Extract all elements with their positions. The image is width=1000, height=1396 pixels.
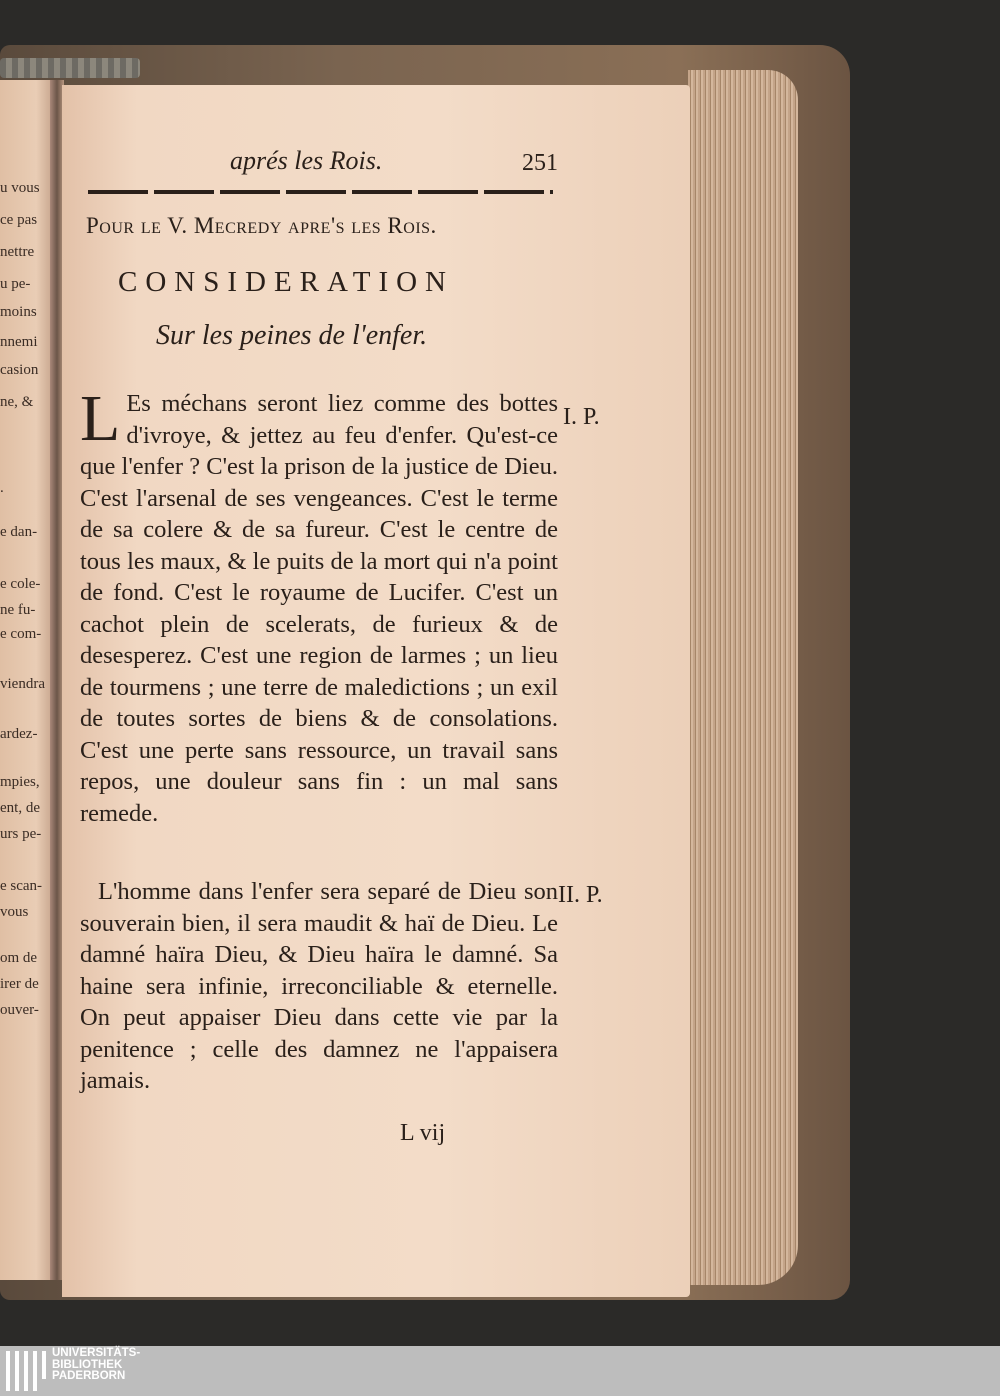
left-page-fragment: vous	[0, 904, 29, 920]
left-page-fragment: nettre	[0, 244, 35, 260]
left-page-fragment: om de	[0, 950, 38, 966]
left-page-fragment: u vous	[0, 180, 40, 196]
left-page-fragment: nnemi	[0, 334, 38, 350]
left-page-fragment: ardez-	[0, 726, 38, 742]
header-rule	[88, 190, 553, 194]
library-footer	[0, 1346, 1000, 1396]
margin-note-2: II. P.	[558, 882, 603, 908]
left-page-fragment: urs pe-	[0, 826, 42, 842]
library-logo-icon	[6, 1351, 46, 1391]
library-name-line-2: BIBLIOTHEK	[52, 1358, 123, 1371]
library-name-line-3: PADERBORN	[52, 1370, 126, 1382]
signature-mark: L vij	[400, 1120, 446, 1146]
left-page-fragment: viendra	[0, 676, 45, 692]
left-page-fragment: ne, &	[0, 394, 34, 410]
section-heading: Pour le V. Mecredy apre's les Rois.	[86, 213, 437, 238]
left-page-fragment: e scan-	[0, 878, 43, 894]
paragraph-1-text: Es méchans seront liez comme des bottes d'ivroye, & jettez au feu d'enfer. Qu'est-ce que l'enfer ? C'est la prison de la justice de Dieu. C'est l'arsenal de ses vengeances. C'est le terme de sa colere & de sa fureur. C'est le centre de tous les maux, & le puits de la mort qui n'a point de fond. C'est le royaume de Lucifer. C'est un cachot plein de scelerats, de furieux & de desesperez. C'est une region de larmes ; un lieu de tourmens ; une terre de maledictions ; un exil de toutes sortes de biens & de consolations. C'est une perte sans ressource, un travail sans repos, une douleur sans fin : un mal sans remede.	[80, 390, 558, 827]
paragraph-2: L'homme dans l'enfer sera separé de Dieu son souverain bien, il sera maudit & haï de Dieu. Le damné haïra Dieu, & Dieu haïra le damné. Sa haine sera infinie, irreconciliable & eternelle. On peut appaiser Dieu dans cette vie par la penitence ; celle des damnez ne l'appaisera jamais.	[80, 878, 558, 1094]
subheading: Sur les peines de l'enfer.	[156, 320, 428, 351]
left-page	[0, 80, 52, 1280]
left-page-fragment: irer de	[0, 976, 39, 992]
left-page-fragment: ent, de	[0, 800, 40, 816]
left-page-fragment: ne fu-	[0, 602, 36, 618]
margin-note-1: I. P.	[563, 404, 600, 430]
book-headband	[0, 58, 140, 78]
page-number: 251	[522, 150, 558, 176]
consideration-title: CONSIDERATION	[118, 266, 454, 298]
left-page-fragment: e cole-	[0, 576, 41, 592]
left-page-fragment: ouver-	[0, 1002, 39, 1018]
page-edges	[688, 70, 798, 1285]
left-page-fragment: .	[0, 480, 4, 496]
left-page-fragment: e dan-	[0, 524, 38, 540]
library-name-line-1: UNIVERSITÄTS-	[52, 1347, 141, 1359]
left-page-fragment: u pe-	[0, 276, 31, 292]
left-page-fragment: ce pas	[0, 212, 38, 228]
drop-cap: L	[80, 382, 121, 455]
left-page-fragment: casion	[0, 362, 39, 378]
library-name	[52, 1348, 140, 1383]
left-page-fragment: e com-	[0, 626, 42, 642]
paragraph-1	[80, 382, 558, 829]
running-head: aprés les Rois.	[230, 146, 383, 175]
left-page-fragment: moins	[0, 304, 37, 320]
left-page-fragment: mpies,	[0, 774, 40, 790]
